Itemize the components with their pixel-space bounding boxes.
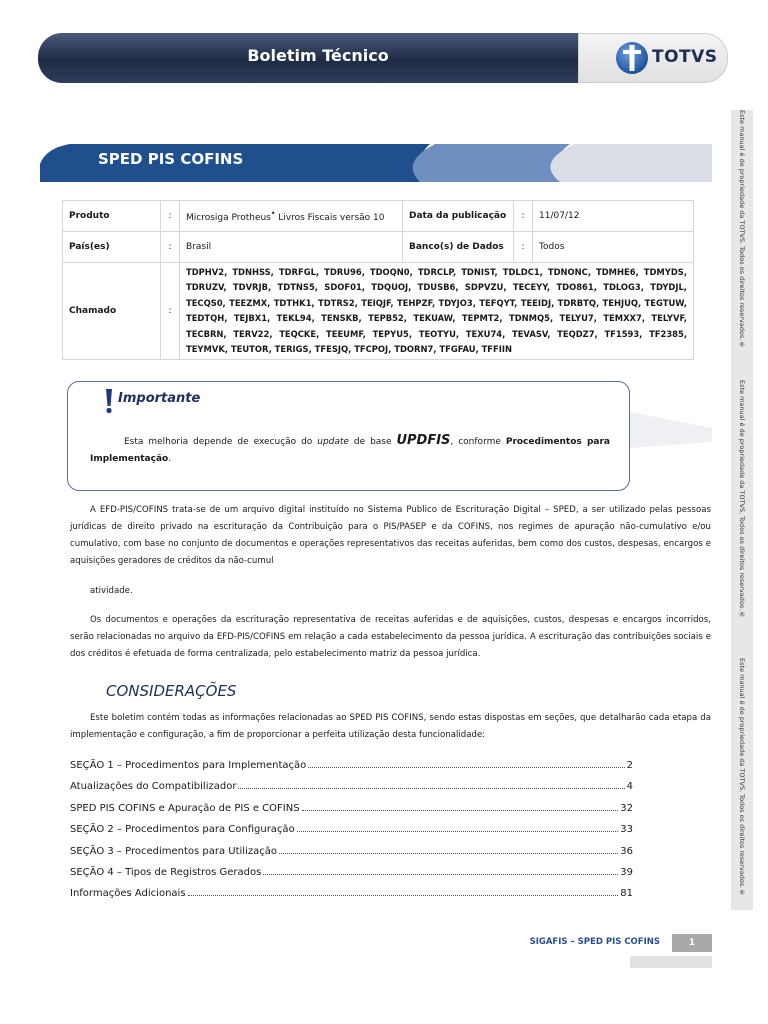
copyright-text: Este manual é de propriedade da TOTVS. Todos os direitos reservados.® bbox=[738, 658, 746, 897]
banco-label: Banco(s) de Dados bbox=[403, 232, 514, 263]
footer-bar bbox=[630, 956, 712, 968]
importante-title: Importante bbox=[118, 391, 201, 406]
toc-entry[interactable]: SEÇÃO 3 – Procedimentos para Utilização 36 bbox=[70, 846, 633, 857]
page-number: 1 bbox=[672, 934, 712, 952]
consideracoes-heading: CONSIDERAÇÕES bbox=[106, 682, 237, 700]
pais-value: Brasil bbox=[180, 232, 403, 263]
intro-paragraph: A EFD-PIS/COFINS trata-se de um arquivo digital instituído no Sistema Publico de Escrituração Digital – SPED, a ser utilizado pelas pessoas jurídicas de direito privado na escrituração da Contribuição para o PIS/PASEP e da COFINS, nos regimes de apuração não-cumulativo e/ou cumulativo, com base no conjunto de documentos e operações representativos das receitas auferidas, bem como dos custos, despesas, encargos e aquisições geradores de créditos da não-cumul bbox=[70, 505, 711, 566]
section-banner bbox=[40, 142, 712, 182]
pais-label: País(es) bbox=[63, 232, 161, 263]
chamado-label: Chamado bbox=[63, 263, 161, 360]
data-value: 11/07/12 bbox=[533, 201, 694, 232]
documents-paragraph: Os documentos e operações da escrituração representativa de receitas auferidas e de aquisições, custos, despesas e encargos incorridos, serão relacionadas no arquivo da EFD-PIS/COFINS em relação a cada estabelecimento da pessoa jurídica. A escrituração das contribuições sociais e dos créditos é efetuada de forma centralizada, pelo estabelecimento matriz da pessoa jurídica. bbox=[70, 615, 711, 659]
importante-text: Esta melhoria depende de execução do update de base UPDFIS, conforme Procedimentos para Implementação. bbox=[90, 433, 610, 464]
totvs-logo-text: TOTVS bbox=[652, 47, 718, 67]
info-row bbox=[63, 201, 694, 232]
toc-entry[interactable]: Atualizações do Compatibilizador 4 bbox=[70, 781, 633, 792]
produto-value: Microsiga Protheus• Livros Fiscais versão 10 bbox=[180, 201, 403, 232]
produto-label: Produto bbox=[63, 201, 161, 232]
colon: : bbox=[161, 232, 180, 263]
colon: : bbox=[161, 201, 180, 232]
toc-entry[interactable]: SEÇÃO 2 – Procedimentos para Configuração 33 bbox=[70, 824, 633, 835]
banco-value: Todos bbox=[533, 232, 694, 263]
toc-entry[interactable]: SPED PIS COFINS e Apuração de PIS e COFINS 32 bbox=[70, 803, 633, 814]
colon: : bbox=[514, 201, 533, 232]
copyright-sidebar bbox=[731, 110, 753, 910]
footer-label: SIGAFIS – SPED PIS COFINS bbox=[529, 937, 660, 947]
data-label: Data da publicação bbox=[403, 201, 514, 232]
totvs-globe-icon bbox=[615, 41, 649, 75]
importante-box-tail bbox=[630, 408, 712, 458]
toc-entry[interactable]: SEÇÃO 1 – Procedimentos para Implementação 2 bbox=[70, 760, 633, 771]
colon: : bbox=[161, 263, 180, 360]
colon: : bbox=[514, 232, 533, 263]
section-title: SPED PIS COFINS bbox=[98, 150, 244, 168]
copyright-text: Este manual é de propriedade da TOTVS. Todos os direitos reservados.® bbox=[738, 110, 746, 349]
info-row bbox=[63, 232, 694, 263]
produto-mark: • bbox=[270, 209, 276, 218]
info-row bbox=[63, 263, 694, 360]
exclamation-icon bbox=[104, 388, 114, 414]
consideracoes-paragraph: Este boletim contém todas as informações relacionadas ao SPED PIS COFINS, sendo estas dispostas em seções, que detalharão cada etapa da implementação e configuração, a fim de proporcionar a perfeita utilização desta funcionalidade: bbox=[70, 713, 711, 740]
header-banner bbox=[38, 33, 728, 83]
document-title: Boletim Técnico bbox=[247, 46, 389, 65]
document-info-table bbox=[62, 200, 694, 360]
toc-entry[interactable]: SEÇÃO 4 – Tipos de Registros Gerados 39 bbox=[70, 867, 633, 878]
intro-paragraph-end: atividade. bbox=[90, 586, 133, 596]
toc-entry[interactable]: Informações Adicionais 81 bbox=[70, 888, 633, 899]
copyright-text: Este manual é de propriedade da TOTVS. Todos os direitos reservados.® bbox=[738, 380, 746, 619]
chamado-value: TDPHV2, TDNHSS, TDRFGL, TDRU96, TDOQN0, TDRCLP, TDNIST, TDLDC1, TDNONC, TDMHE6, TDMYDS, TDRUZV, TDVRJB, TDTNS5, SDOF01, TDQUOJ, TDUSB6, SDPVZU, TECEYY, TDO861, TDLOG3, TDYDJL, TECQS0, TEEZMX, TDTHK1, TDTRS2, TEIQJF, TEHPZF, TDYJO3, TEFQYT, TEEIDJ, TDRBTQ, TEHJUQ, TEGTUW, TEDTQH, TEJBX1, TEKL94, TENSKB, TEPB52, TEKUAW, TEPMT2, TDNMQ5, TELYU7, TEMXX7, TELYVF, TECBRN, TERV22, TEQCKE, TEEUMF, TEPYU5, TEOTYU, TEXU74, TEVASV, TEQDZ7, TF1593, TF2385, TEYMVK, TEUTOR, TERIGS, TFESJQ, TFCPOJ, TDORN7, TFGFAU, TFFIIN bbox=[180, 263, 694, 360]
